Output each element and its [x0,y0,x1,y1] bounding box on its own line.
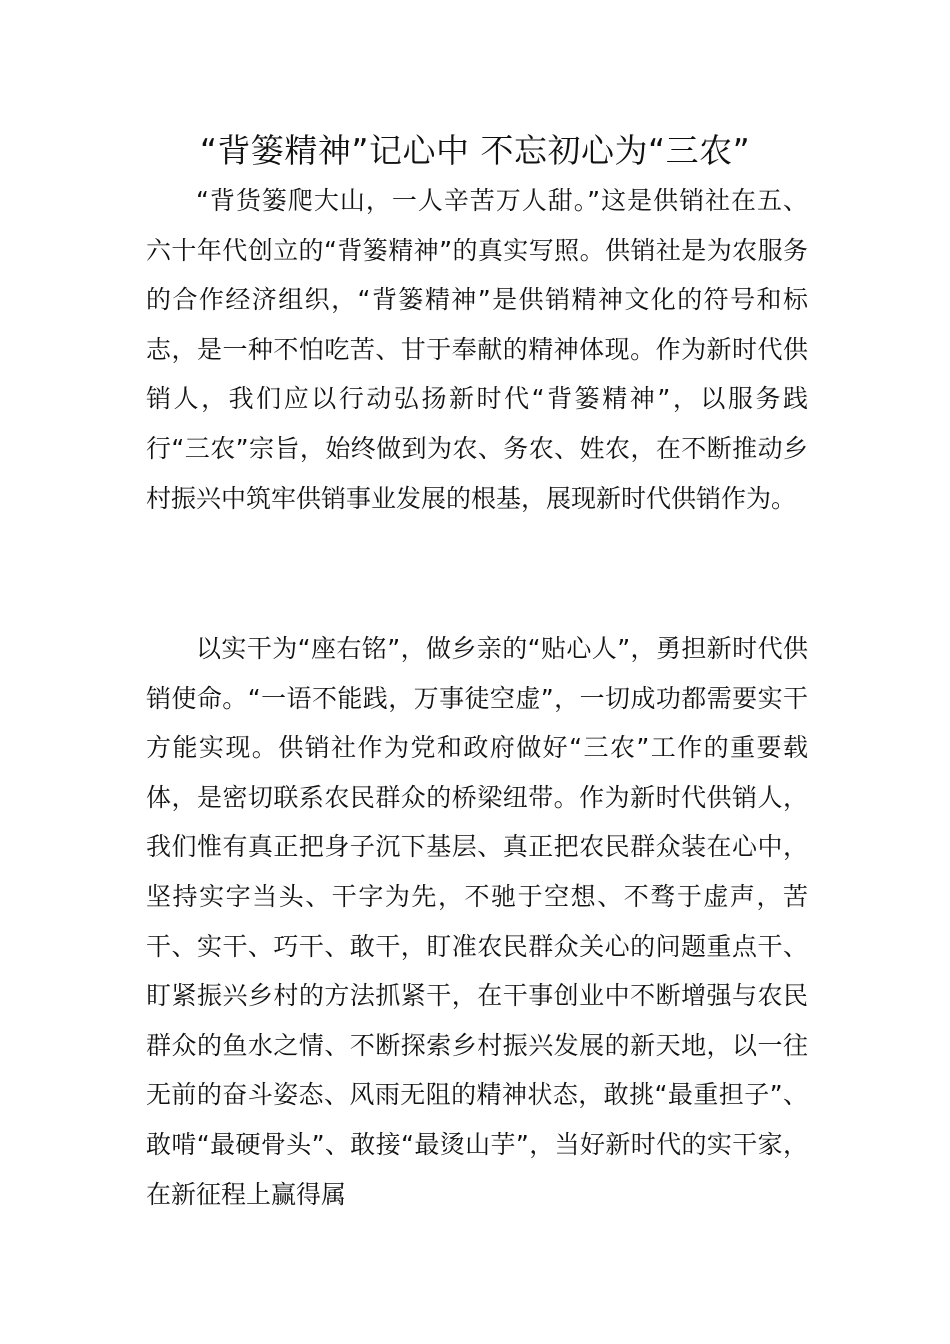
paragraph: “背货篓爬大山，一人辛苦万人甜。”这是供销社在五、六十年代创立的“背篓精神”的真实写照。供销社是为农服务的合作经济组织，“背篓精神”是供销精神文化的符号和标志，是一种不怕吃苦、甘于奉献的精神体现。作为新时代供销人，我们应以行动弘扬新时代“背篓精神”，以服务践行“三农”宗旨，始终做到为农、务农、姓农，在不断推动乡村振兴中筑牢供销事业发展的根基，展现新时代供销作为。 [146,186,808,513]
paragraph: 以实干为“座右铭”，做乡亲的“贴心人”，勇担新时代供销使命。“一语不能践，万事徒空虚”，一切成功都需要实干方能实现。供销社作为党和政府做好“三农”工作的重要载体，是密切联系农民群众的桥梁纽带。作为新时代供销人，我们惟有真正把身子沉下基层、真正把农民群众装在心中，坚持实字当头、干字为先，不驰于空想、不骛于虚声，苦干、实干、巧干、敢干，盯准农民群众关心的问题重点干、盯紧振兴乡村的方法抓紧干，在干事创业中不断增强与农民群众的鱼水之情、不断探索乡村振兴发展的新天地，以一往无前的奋斗姿态、风雨无阻的精神状态，敢挑“最重担子”、敢啃“最硬骨头”、敢接“最烫山芋”，当好新时代的实干家，在新征程上赢得属 [146,634,808,1209]
document-title: “背篓精神”记心中 不忘初心为“三农” [199,131,751,170]
